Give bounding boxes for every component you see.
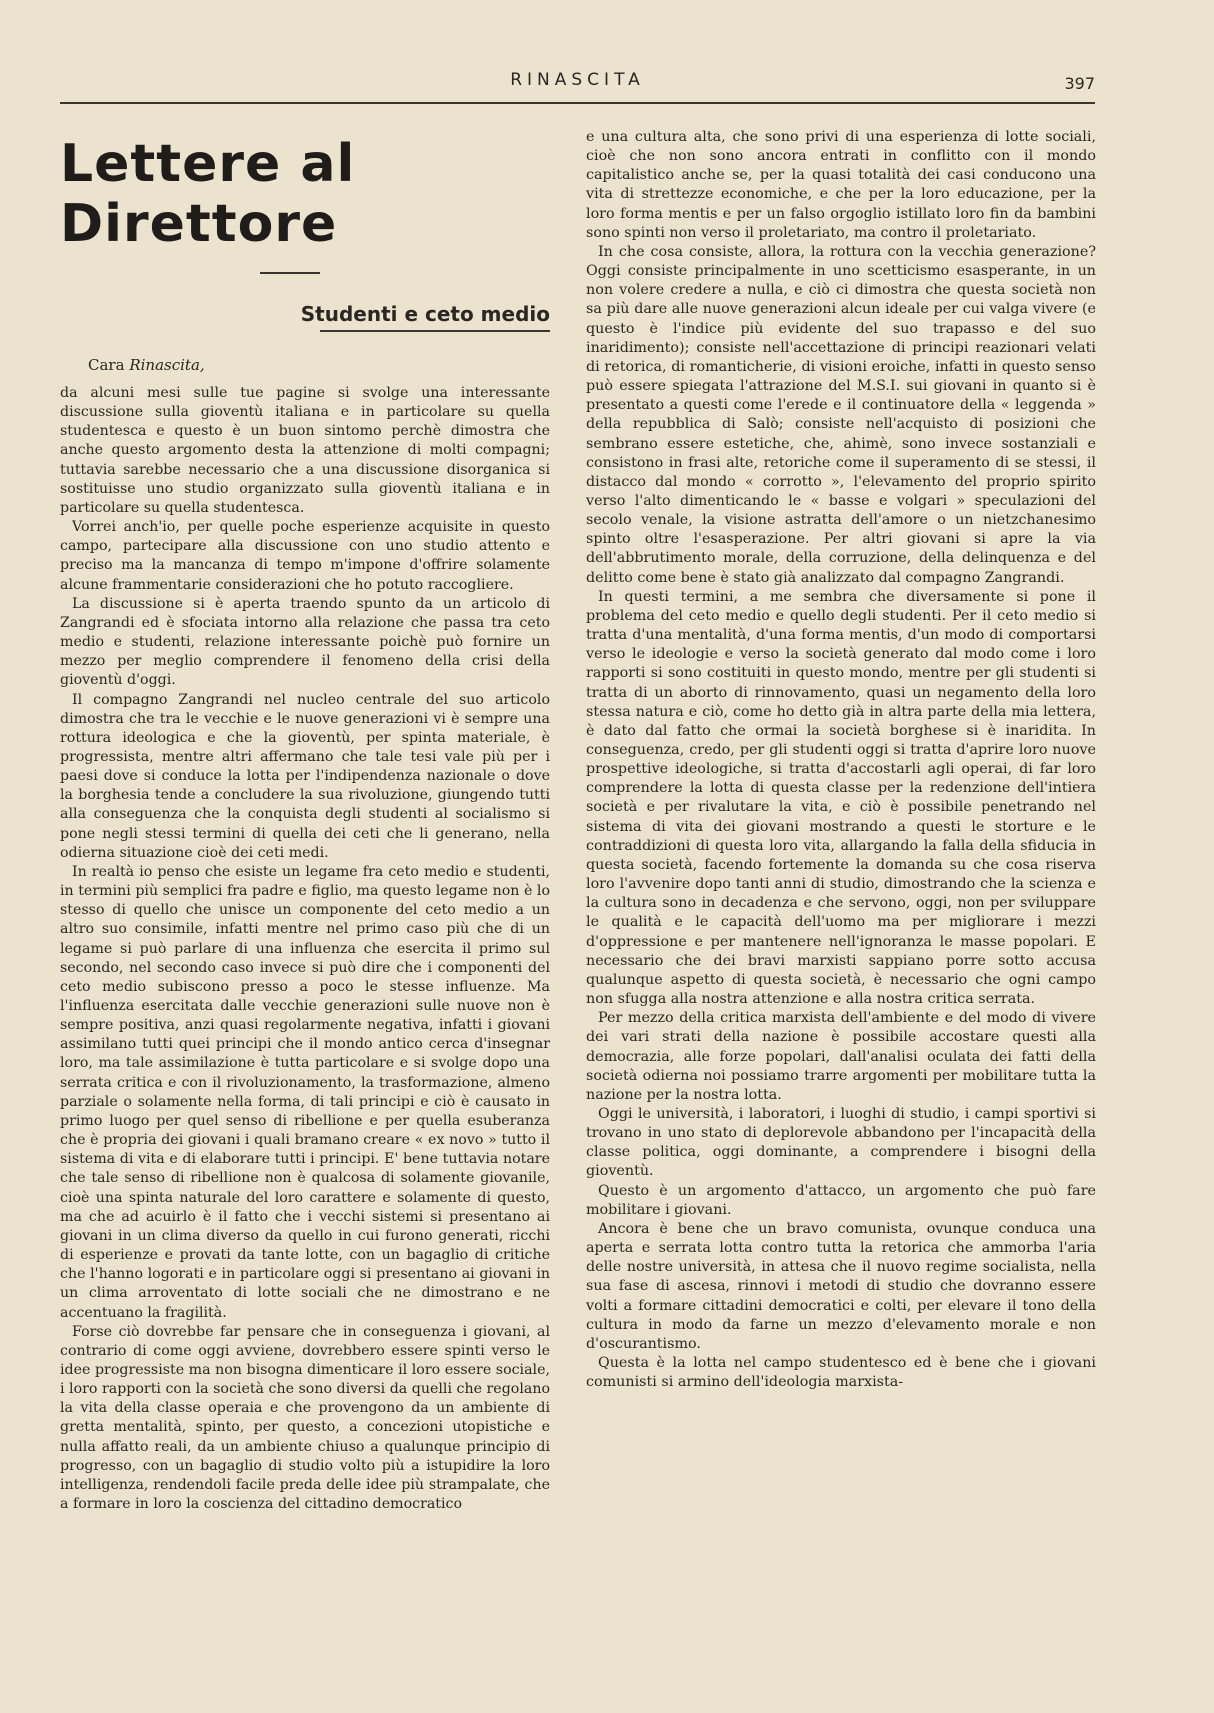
paragraph: Questa è la lotta nel campo studentesco ed è bene che i giovani comunisti si armino dell'ideologia marxista- [586, 1355, 1096, 1391]
paragraph: In realtà io penso che esiste un legame fra ceto medio e studenti, in termini più semplici fra padre e figlio, ma questo legame non è lo stesso di quello che unisce un componente del ceto medio a un altro suo consimile, infatti mentre nel primo caso più che di un legame si può parlare di una influenza che esercita il primo sul secondo, nel secondo caso invece si può dire che i componenti del ceto medio subiscono presso a poco le stesse influenze. Ma l'influenza esercitata dalle vecchie generazioni sulle nuove non è sempre positiva, anzi quasi regolarmente negativa, infatti i giovani assimilano tutti quei principi che il mondo antico cerca d'insegnar loro, ma tale assimilazione è tutta particolare e si svolge dopo una serrata critica e con il rivoluzionamento, la trasformazione, almeno parziale o solamente nella forma, di tali principi e ciò è causato in primo luogo per quel senso di ribellione e per quella esuberanza che è propria dei giovani i quali bramano creare « ex novo » tutto il sistema di vita e di elaborare tutti i principi. E' bene tuttavia notare che tale senso di ribellione non è qualcosa di solamente giovanile, cioè una spinta naturale del loro carattere e solamente di questo, ma che ad acuirlo è il fatto che i vecchi sistemi si presentano ai giovani in un clima diverso da quello in cui furono generati, ricchi di esperienze e provati da tante lotte, con un bagaglio di critiche che l'hanno logorati e in particolare oggi si presentano ai giovani in un clima arroventato di lotte sociali che ne dimostrano e ne accentuano la fragilità. [60, 863, 550, 1321]
paragraph: In questi termini, a me sembra che diversamente si pone il problema del ceto medio e quello degli studenti. Per il ceto medio si tratta d'una mentalità, d'una forma mentis, d'un modo di comportarsi verso le ideologie e verso la società generato dal modo come i loro rapporti si sono costituiti in questo mondo, mentre per gli studenti si tratta di un aborto di rinnovamento, quasi un negamento della loro stessa natura e ciò, come ho detto già in altra parte della mia lettera, è dato dal fatto che ormai la società borghese si è inaridita. In conseguenza, credo, per gli studenti oggi si tratta d'aprire loro nuove prospettive ideologiche, si tratta d'accostarli agli operai, di far loro comprendere la lotta di questa classe per la redenzione dell'intiera società e per rivalutare la vita, e ciò è possibile penetrando nel sistema di vita dei giovani mostrando a questi le storture e le contraddizioni di questa loro vita, allargando la falla della sfiducia in questa società, facendo fortemente la domanda su che cosa riserva loro l'avvenire dopo tanti anni di studio, dimostrando che la scienza e la cultura sono in decadenza e che servono, oggi, non per sviluppare le qualità e le capacità dell'uomo ma per migliorare i mezzi d'oppressione e per mantenere nell'ignoranza le masse popolari. E necessario che dei bravi marxisti sappiano porre sotto accusa qualunque aspetto di questa società, è necessario che ogni campo non sfugga alla nostra attenzione e alla nostra critica serrata. [586, 588, 1096, 1008]
paragraph: e una cultura alta, che sono privi di una esperienza di lotte sociali, cioè che non sono ancora entrati in conflitto con il mondo capitalistico anche se, per la quasi totalità dei casi conducono una vita di strettezze economiche, e che per la loro educazione, per la loro forma mentis e per un falso orgoglio istillato loro fin da bambini sono spinti non verso il proletariato, ma contro il proletariato. [586, 129, 1096, 241]
paragraph: Forse ciò dovrebbe far pensare che in conseguenza i giovani, al contrario di come oggi avviene, dovrebbero essere spinti verso le idee progressiste ma non bisogna dimenticare il loro essere sociale, i loro rapporti con la società che sono diversi da quelli che regolano la vita della classe operaia e che provengono da un ambiente di gretta mentalità, spinto, per questo, a concezioni utopistiche e nulla affatto reali, da un ambiente chiuso a qualunque principio di progresso, con un bagaglio di studio volto più a istupidire la loro intelligenza, rendendoli facile preda delle idee più strampalate, che a formare in loro la coscienza del cittadino democratico [60, 1323, 550, 1513]
subtitle-rule [320, 330, 550, 332]
article-subtitle: Studenti e ceto medio [300, 302, 550, 326]
salutation-prefix: Cara [88, 356, 125, 374]
paragraph: Per mezzo della critica marxista dell'ambiente e del modo di vivere dei vari strati della nazione è possibile accostare questi alla democrazia, alle forze popolari, dall'analisi oculata dei fatti della società odierna noi possiamo trarre argomenti per mobilitare tutta la nazione per la nostra lotta. [586, 1010, 1096, 1103]
right-column [586, 128, 1096, 1392]
paragraph: In che cosa consiste, allora, la rottura con la vecchia generazione? Oggi consiste principalmente in uno scetticismo esasperante, in un non volere credere a nulla, e ciò ci dimostra che questa società non sa più dare alle nuove generazioni alcun ideale per cui valga vivere (e questo è l'indice più evidente del suo trapasso e del suo inaridimento); consiste nell'accettazione di principi reazionari velati di retorica, di romanticherie, di visioni eroiche, infatti in questo senso può essere spiegata l'attrazione del M.S.I. sui giovani in quanto si è presentato a questi come l'erede e il continuatore della « leggenda » della repubblica di Salò; consiste nell'acquisto di posizioni che sembrano essere estetiche, che, ahimè, sono invece sostanziali e consistono in frasi alte, retoriche come il superamento di se stessi, il distacco dal mondo « corrotto », l'elevamento del proprio spirito verso l'alto dimenticando le « basse e volgari » speculazioni del secolo venale, la visione astratta dell'amore o un nietzchanesimo spinto oltre l'esasperazione. Per altri giovani si apre la via dell'abbrutimento morale, della corruzione, della delinquenza e del delitto come bene è stato già analizzato dal compagno Zangrandi. [586, 243, 1096, 586]
journal-name: RINASCITA [510, 70, 645, 90]
paragraph: Oggi le università, i laboratori, i luoghi di studio, i campi sportivi si trovano in uno stato di deplorevole abbandono per l'incapacità della classe politica, oggi dominante, a comprendere i bisogni della gioventù. [586, 1105, 1096, 1180]
paragraph: da alcuni mesi sulle tue pagine si svolge una interessante discussione sulla gioventù italiana e in particolare su quella studentesca e questo è un buon sintomo perchè dimostra che anche questo argomento desta la attenzione di molti compagni; tuttavia sarebbe necessario che a una discussione disorganica si sostituisse uno studio organizzato sulla gioventù italiana e in particolare su quella studentesca. [60, 385, 550, 516]
page-number: 397 [1064, 74, 1095, 93]
paragraph: La discussione si è aperta traendo spunto da un articolo di Zangrandi ed è sfociata intorno alla relazione che passa tra ceto medio e studenti, relazione interessante poichè può fornire un mezzo per meglio comprendere il fenomeno della crisi della gioventù d'oggi. [60, 595, 550, 689]
page-title: Lettere al Direttore [60, 134, 356, 254]
salutation-name: Rinascita, [129, 356, 205, 374]
salutation [88, 356, 550, 374]
paragraph: Questo è un argomento d'attacco, un argomento che può fare mobilitare i giovani. [586, 1182, 1096, 1218]
paragraph: Ancora è bene che un bravo comunista, ovunque conduca una aperta e serrata lotta contro tutta la retorica che ammorba l'aria delle nostre università, in attesa che il nuovo regime socialista, nella sua fase di ascesa, rinnovi i metodi di studio che dovranno essere volti a formare cittadini democratici e colti, per elevare il tono della cultura in modo da farne un mezzo d'elevamento morale e non d'oscurantismo. [586, 1220, 1096, 1352]
title-rule [260, 272, 320, 274]
paragraph: Il compagno Zangrandi nel nucleo centrale del suo articolo dimostra che tra le vecchie e le nuove generazioni vi è sempre una rottura ideologica e che la gioventù, per spinta materiale, è progressista, mentre altri affermano che tale tesi vale più per i paesi dove si conduce la lotta per l'indipendenza nazionale o dove la borghesia tende a concludere la sua rivoluzione, giungendo tutti alla conseguenza che la conquista degli studenti al socialismo si pone negli stessi termini di quella dei ceti che li generano, nella odierna situazione cioè dei ceti medi. [60, 691, 550, 861]
paragraph: Vorrei anch'io, per quelle poche esperienze acquisite in questo campo, partecipare alla discussione con uno studio attento e preciso ma la mancanza di tempo m'impone d'offrire solamente alcune frammentarie considerazioni che ho potuto raccogliere. [60, 519, 550, 593]
running-head [60, 62, 1095, 104]
left-column [60, 118, 550, 1514]
